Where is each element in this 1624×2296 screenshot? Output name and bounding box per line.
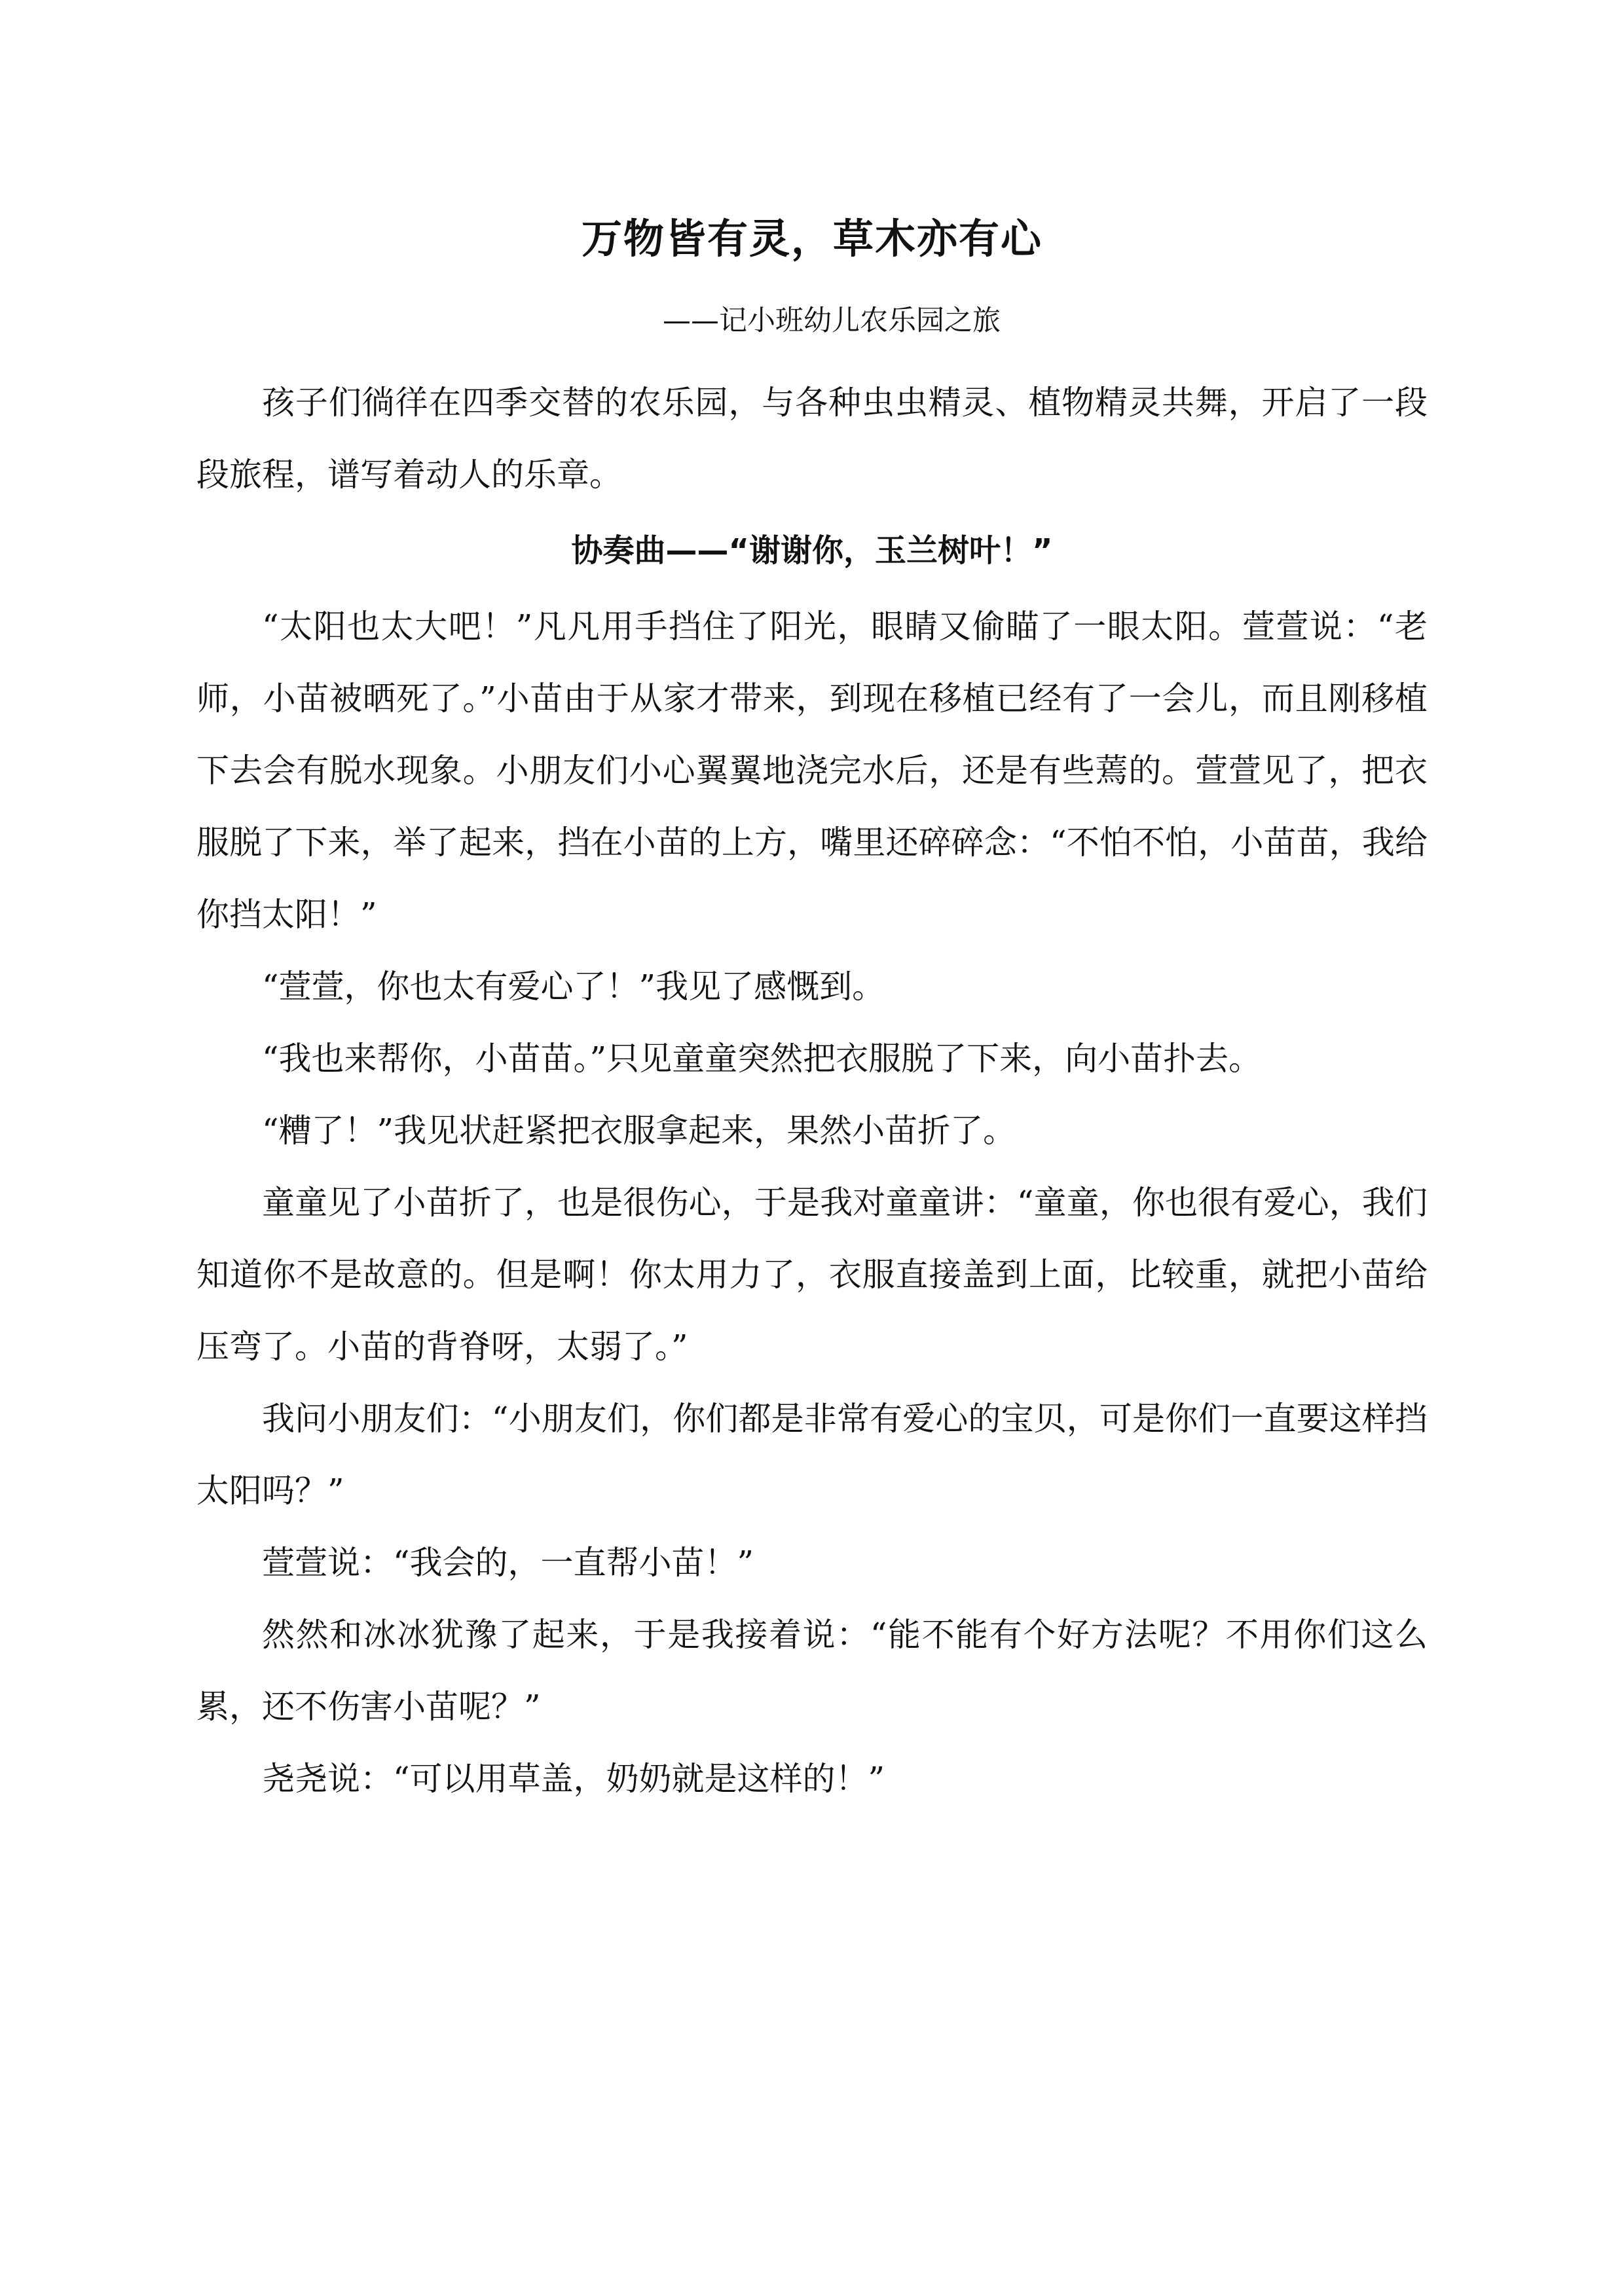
paragraph-7: 萱萱说：“我会的，一直帮小苗！” bbox=[262, 1544, 754, 1582]
paragraph-4: “糟了！”我见状赶紧把衣服拿起来，果然小苗折了。 bbox=[262, 1112, 1016, 1150]
paragraph-6: 我问小朋友们：“小朋友们，你们都是非常有爱心的宝贝，可是你们一直要这样挡太阳吗？” bbox=[196, 1400, 1428, 1510]
paragraph-3: “我也来帮你，小苗苗。”只见童童突然把衣服脱了下来，向小苗扑去。 bbox=[262, 1040, 1262, 1078]
section-heading: 协奏曲——“谢谢你，玉兰树叶！” bbox=[571, 532, 1053, 569]
paragraph-9: 尧尧说：“可以用草盖，奶奶就是这样的！” bbox=[262, 1760, 885, 1798]
paragraph-8: 然然和冰冰犹豫了起来，于是我接着说：“能不能有个好方法呢？不用你们这么累，还不伤害小苗呢？” bbox=[196, 1616, 1428, 1726]
intro-paragraph: 孩子们徜徉在四季交替的农乐园，与各种虫虫精灵、植物精灵共舞，开启了一段段旅程，谱写着动人的乐章。 bbox=[196, 384, 1428, 494]
paragraph-5: 童童见了小苗折了，也是很伤心，于是我对童童讲：“童童，你也很有爱心，我们知道你不是故意的。但是啊！你太用力了，衣服直接盖到上面，比较重，就把小苗给压弯了。小苗的背脊呀，太弱了。” bbox=[196, 1184, 1428, 1366]
paragraph-2: “萱萱，你也太有爱心了！”我见了感慨到。 bbox=[262, 968, 885, 1006]
page-title: 万物皆有灵，草木亦有心 bbox=[581, 215, 1043, 263]
page-subtitle: ——记小班幼儿农乐园之旅 bbox=[663, 304, 1001, 337]
paragraph-1: “太阳也太大吧！”凡凡用手挡住了阳光，眼睛又偷瞄了一眼太阳。萱萱说：“老师，小苗被晒死了。”小苗由于从家才带来，到现在移植已经有了一会儿，而且刚移植下去会有脱水现象。小朋友们小心翼翼地浇完水后，还是有些蔫的。萱萱见了，把衣服脱了下来，举了起来，挡在小苗的上方，嘴里还碎碎念：“不怕不怕，小苗苗，我给你挡太阳！” bbox=[196, 608, 1428, 934]
document-body bbox=[196, 190, 1428, 1815]
